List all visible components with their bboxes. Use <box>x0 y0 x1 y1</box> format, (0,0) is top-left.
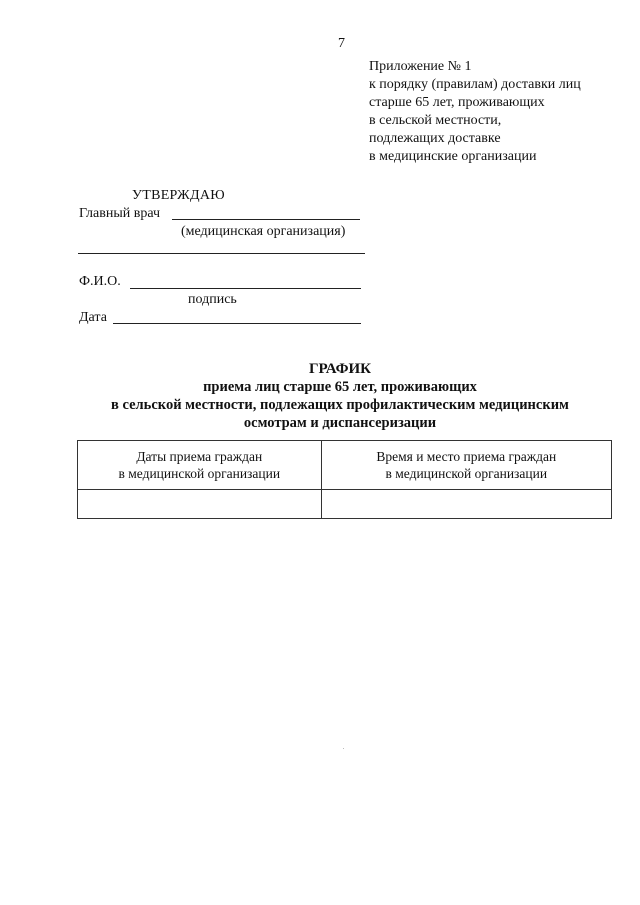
appendix-line: подлежащих доставке <box>369 131 501 146</box>
approval-title: УТВЕРЖДАЮ <box>132 188 225 203</box>
appendix-block <box>369 58 581 166</box>
appendix-line: к порядку (правилам) доставки лиц <box>369 77 581 92</box>
schedule-heading <box>60 360 620 432</box>
table-row <box>78 490 612 519</box>
chief-doctor-signature-line <box>172 219 360 220</box>
schedule-title: ГРАФИК <box>308 361 372 377</box>
organization-line <box>78 253 365 254</box>
schedule-table <box>77 440 612 519</box>
fio-line <box>130 288 361 289</box>
appendix-title: Приложение № 1 <box>369 59 472 74</box>
appendix-line: старше 65 лет, проживающих <box>369 95 545 110</box>
date-line <box>113 323 361 324</box>
schedule-subtitle-line: в сельской местности, подлежащих профилактическим медицинским <box>111 397 569 413</box>
appendix-line: в сельской местности, <box>369 113 502 128</box>
organization-hint: (медицинская организация) <box>181 224 346 239</box>
schedule-subtitle-line: осмотрам и диспансеризации <box>243 415 437 431</box>
date-label: Дата <box>79 310 107 325</box>
table-cell-time-place <box>321 490 611 519</box>
signature-hint: подпись <box>188 292 237 307</box>
appendix-line: в медицинские организации <box>369 149 537 164</box>
table-header-row <box>78 441 612 490</box>
table-cell-dates <box>78 490 322 519</box>
column-header-time-place: Время и место приема граждан в медицинской организации <box>321 441 611 490</box>
chief-doctor-label: Главный врач <box>79 206 161 221</box>
scan-speck <box>343 748 344 749</box>
page-number: 7 <box>338 36 345 51</box>
column-header-dates: Даты приема граждан в медицинской организации <box>78 441 322 490</box>
schedule-subtitle-line: приема лиц старше 65 лет, проживающих <box>203 379 477 395</box>
fio-label: Ф.И.О. <box>79 274 121 289</box>
